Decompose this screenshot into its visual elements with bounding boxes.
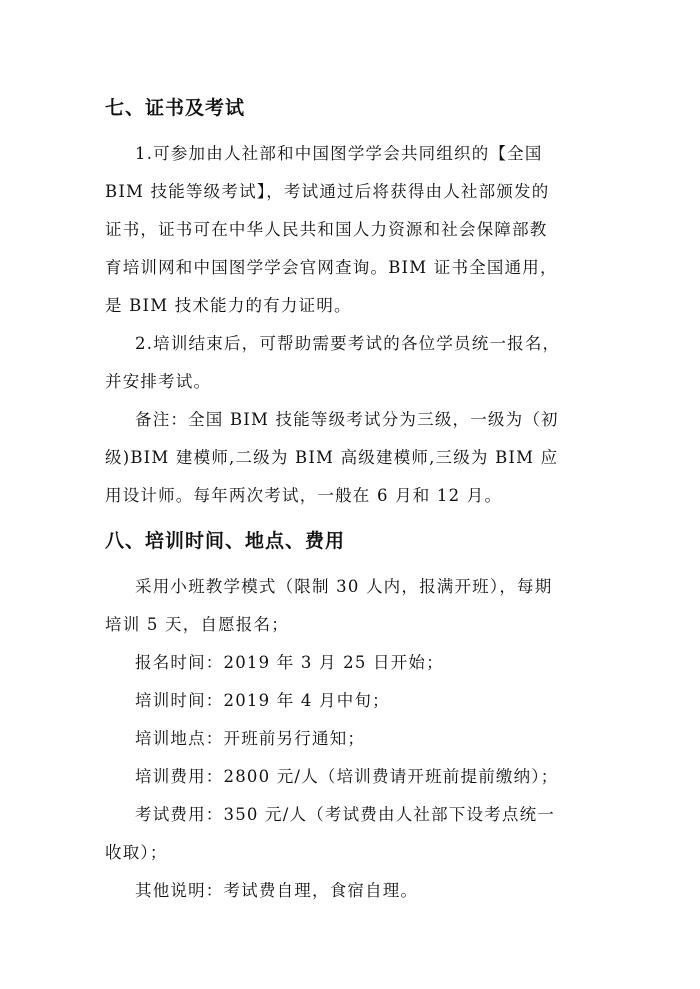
section-7-note-line: 级)BIM 建模师,二级为 BIM 高级建模师,三级为 BIM 应: [105, 448, 559, 467]
section-8-heading: 八、培训时间、地点、费用: [105, 530, 346, 552]
section-7-heading: 七、证书及考试: [105, 97, 246, 119]
exam-fee-line-continued: 收取）；: [105, 843, 168, 862]
section-7-line: 育培训网和中国图学学会官网查询。BIM 证书全国通用，: [105, 258, 558, 277]
training-fee-line: 培训费用：2800 元/人（培训费请开班前提前缴纳）；: [135, 767, 559, 786]
training-location-line: 培训地点：开班前另行通知；: [135, 729, 366, 748]
section-8-line: 采用小班教学模式（限制 30 人内，报满开班），每期: [135, 577, 553, 596]
section-7-line: 1.可参加由人社部和中国图学学会共同组织的【全国: [135, 144, 543, 163]
section-8-line: 培训 5 天，自愿报名；: [105, 615, 289, 634]
training-time-line: 培训时间：2019 年 4 月中旬；: [135, 691, 390, 710]
exam-fee-line: 考试费用：350 元/人（考试费由人社部下设考点统一: [135, 805, 555, 824]
section-7-note-line: 备注：全国 BIM 技能等级考试分为三级，一级为（初: [135, 410, 559, 429]
section-7-line: 证书，证书可在中华人民共和国人力资源和社会保障部教: [105, 220, 548, 239]
registration-time-line: 报名时间：2019 年 3 月 25 日开始；: [135, 653, 444, 672]
section-7-line: 是 BIM 技术能力的有力证明。: [105, 296, 352, 315]
section-7-line: 并安排考试。: [105, 372, 212, 391]
section-7-line: 2.培训结束后，可帮助需要考试的各位学员统一报名，: [135, 334, 561, 353]
section-7-note-line: 用设计师。每年两次考试，一般在 6 月和 12 月。: [105, 486, 503, 505]
section-7-line: BIM 技能等级考试】，考试通过后将获得由人社部颁发的: [105, 182, 550, 201]
other-notes-line: 其他说明：考试费自理，食宿自理。: [135, 881, 419, 900]
